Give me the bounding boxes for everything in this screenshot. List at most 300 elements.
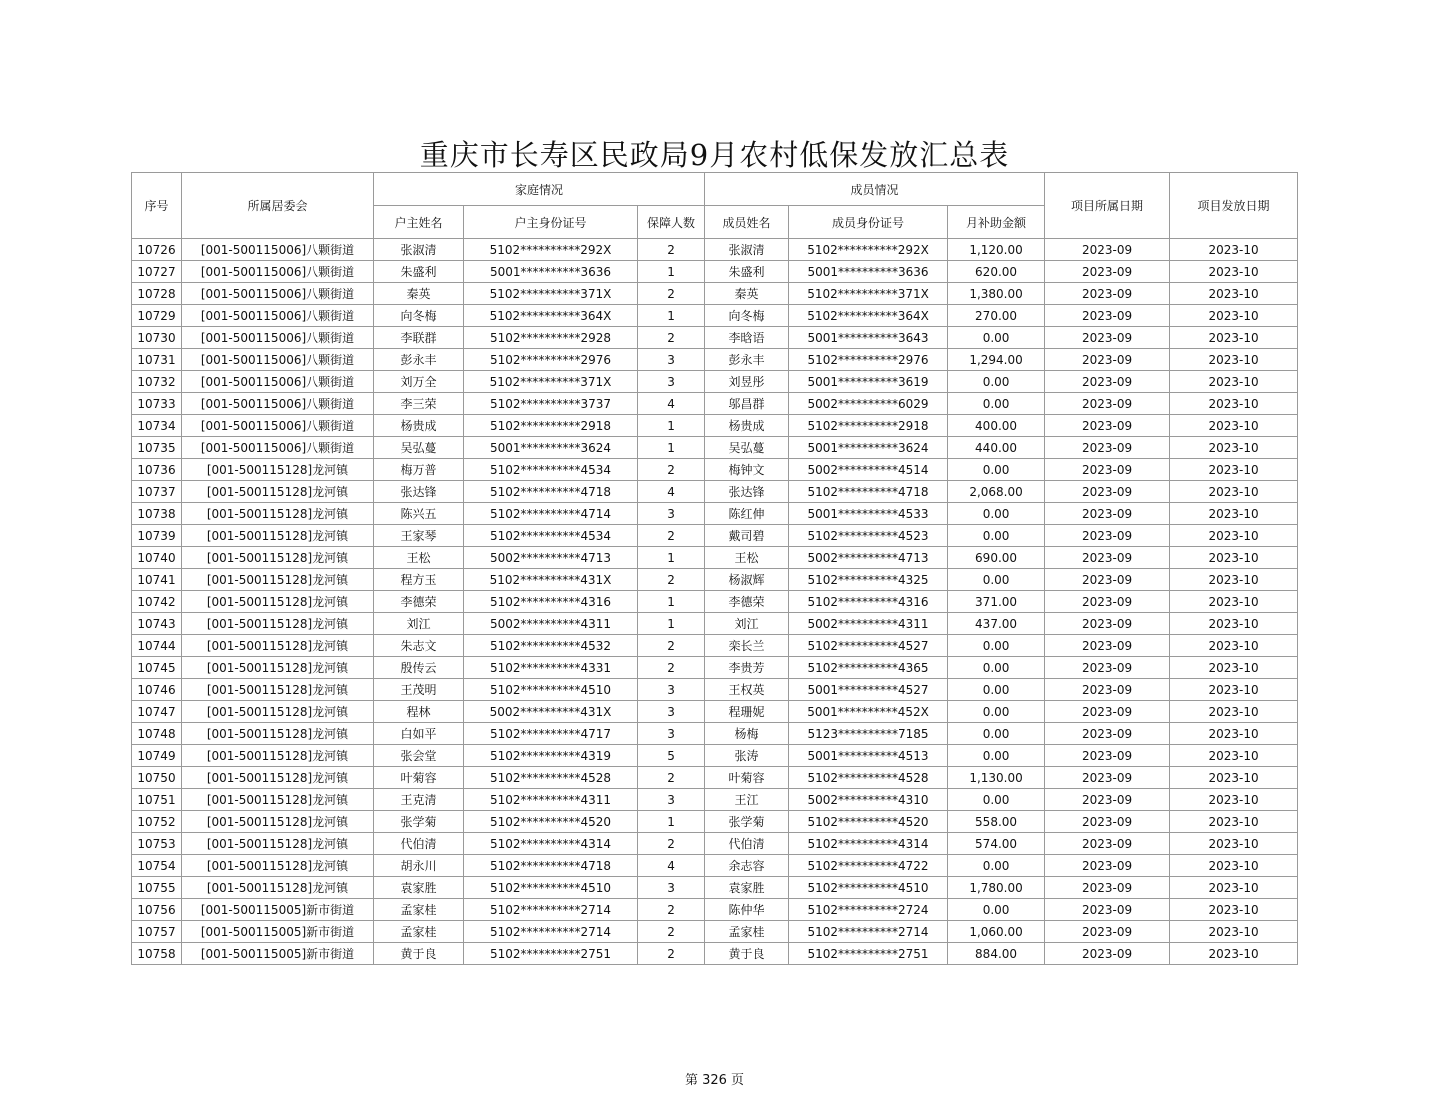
seq-cell: 10730 [132,327,182,349]
table-row [132,767,1298,789]
committee-cell: [001-500115128]龙河镇 [182,723,374,745]
committee-cell: [001-500115006]八颗街道 [182,261,374,283]
project-date-cell: 2023-09 [1045,855,1170,877]
project-date-cell: 2023-09 [1045,393,1170,415]
head-name-cell: 袁家胜 [374,877,464,899]
amount-cell: 558.00 [948,811,1045,833]
head-name-cell: 张学菊 [374,811,464,833]
seq-cell: 10755 [132,877,182,899]
head-name-cell: 王茂明 [374,679,464,701]
head-id-cell: 5102**********4718 [464,855,638,877]
member-id-cell: 5001**********3619 [789,371,948,393]
seq-cell: 10754 [132,855,182,877]
count-cell: 3 [638,679,705,701]
head-name-cell: 吴弘蔓 [374,437,464,459]
committee-cell: [001-500115005]新市街道 [182,943,374,965]
issue-date-cell: 2023-10 [1170,481,1298,503]
member-id-cell: 5102**********4314 [789,833,948,855]
member-name-cell: 李晗语 [705,327,789,349]
head-name-cell: 李联群 [374,327,464,349]
project-date-cell: 2023-09 [1045,657,1170,679]
member-name-cell: 戴司碧 [705,525,789,547]
committee-cell: [001-500115006]八颗街道 [182,239,374,261]
amount-cell: 437.00 [948,613,1045,635]
head-name-cell: 代伯清 [374,833,464,855]
head-id-cell: 5102**********4510 [464,877,638,899]
issue-date-cell: 2023-10 [1170,613,1298,635]
table-row [132,943,1298,965]
project-date-cell: 2023-09 [1045,833,1170,855]
member-name-cell: 杨梅 [705,723,789,745]
table-row [132,855,1298,877]
member-id-cell: 5102**********2918 [789,415,948,437]
member-name-cell: 陈仲华 [705,899,789,921]
project-date-cell: 2023-09 [1045,503,1170,525]
member-id-cell: 5102**********4528 [789,767,948,789]
committee-cell: [001-500115128]龙河镇 [182,855,374,877]
amount-cell: 0.00 [948,393,1045,415]
header-member-name: 成员姓名 [705,206,789,239]
issue-date-cell: 2023-10 [1170,679,1298,701]
issue-date-cell: 2023-10 [1170,349,1298,371]
count-cell: 1 [638,591,705,613]
member-name-cell: 袁家胜 [705,877,789,899]
issue-date-cell: 2023-10 [1170,305,1298,327]
table-row [132,569,1298,591]
committee-cell: [001-500115005]新市街道 [182,899,374,921]
project-date-cell: 2023-09 [1045,877,1170,899]
head-id-cell: 5102**********4319 [464,745,638,767]
header-count: 保障人数 [638,206,705,239]
committee-cell: [001-500115128]龙河镇 [182,833,374,855]
issue-date-cell: 2023-10 [1170,855,1298,877]
member-id-cell: 5102**********2751 [789,943,948,965]
member-id-cell: 5001**********3624 [789,437,948,459]
committee-cell: [001-500115128]龙河镇 [182,789,374,811]
count-cell: 1 [638,811,705,833]
header-family-group: 家庭情况 [374,173,705,206]
member-id-cell: 5001**********3643 [789,327,948,349]
member-name-cell: 王江 [705,789,789,811]
member-name-cell: 张涛 [705,745,789,767]
table-row [132,415,1298,437]
head-id-cell: 5102**********2918 [464,415,638,437]
committee-cell: [001-500115006]八颗街道 [182,371,374,393]
count-cell: 3 [638,723,705,745]
member-id-cell: 5102**********4325 [789,569,948,591]
count-cell: 2 [638,569,705,591]
amount-cell: 574.00 [948,833,1045,855]
count-cell: 3 [638,789,705,811]
committee-cell: [001-500115006]八颗街道 [182,415,374,437]
seq-cell: 10732 [132,371,182,393]
head-id-cell: 5102**********2976 [464,349,638,371]
issue-date-cell: 2023-10 [1170,547,1298,569]
seq-cell: 10746 [132,679,182,701]
project-date-cell: 2023-09 [1045,789,1170,811]
header-amount: 月补助金额 [948,206,1045,239]
amount-cell: 0.00 [948,723,1045,745]
issue-date-cell: 2023-10 [1170,745,1298,767]
table-row [132,745,1298,767]
head-id-cell: 5102**********2751 [464,943,638,965]
seq-cell: 10741 [132,569,182,591]
issue-date-cell: 2023-10 [1170,327,1298,349]
member-id-cell: 5002**********4311 [789,613,948,635]
issue-date-cell: 2023-10 [1170,371,1298,393]
head-name-cell: 程林 [374,701,464,723]
head-name-cell: 王家琴 [374,525,464,547]
committee-cell: [001-500115128]龙河镇 [182,547,374,569]
member-name-cell: 叶菊容 [705,767,789,789]
head-name-cell: 朱盛利 [374,261,464,283]
head-name-cell: 王克清 [374,789,464,811]
header-head-name: 户主姓名 [374,206,464,239]
issue-date-cell: 2023-10 [1170,811,1298,833]
member-id-cell: 5001**********4513 [789,745,948,767]
member-name-cell: 杨贵成 [705,415,789,437]
count-cell: 1 [638,415,705,437]
table-header [132,173,1298,239]
amount-cell: 2,068.00 [948,481,1045,503]
committee-cell: [001-500115005]新市街道 [182,921,374,943]
head-name-cell: 殷传云 [374,657,464,679]
committee-cell: [001-500115128]龙河镇 [182,811,374,833]
count-cell: 5 [638,745,705,767]
table-row [132,613,1298,635]
count-cell: 2 [638,283,705,305]
issue-date-cell: 2023-10 [1170,525,1298,547]
table-row [132,789,1298,811]
project-date-cell: 2023-09 [1045,613,1170,635]
amount-cell: 690.00 [948,547,1045,569]
head-id-cell: 5102**********371X [464,283,638,305]
member-name-cell: 陈红伸 [705,503,789,525]
table-row [132,657,1298,679]
project-date-cell: 2023-09 [1045,371,1170,393]
member-id-cell: 5001**********4533 [789,503,948,525]
head-name-cell: 王松 [374,547,464,569]
member-id-cell: 5001**********4527 [789,679,948,701]
issue-date-cell: 2023-10 [1170,437,1298,459]
member-id-cell: 5102**********4520 [789,811,948,833]
project-date-cell: 2023-09 [1045,525,1170,547]
project-date-cell: 2023-09 [1045,349,1170,371]
seq-cell: 10752 [132,811,182,833]
issue-date-cell: 2023-10 [1170,789,1298,811]
issue-date-cell: 2023-10 [1170,415,1298,437]
project-date-cell: 2023-09 [1045,437,1170,459]
committee-cell: [001-500115128]龙河镇 [182,635,374,657]
seq-cell: 10748 [132,723,182,745]
head-name-cell: 张会堂 [374,745,464,767]
committee-cell: [001-500115128]龙河镇 [182,657,374,679]
project-date-cell: 2023-09 [1045,239,1170,261]
count-cell: 4 [638,855,705,877]
amount-cell: 1,060.00 [948,921,1045,943]
head-id-cell: 5102**********4532 [464,635,638,657]
count-cell: 2 [638,899,705,921]
committee-cell: [001-500115006]八颗街道 [182,327,374,349]
member-name-cell: 王松 [705,547,789,569]
issue-date-cell: 2023-10 [1170,503,1298,525]
issue-date-cell: 2023-10 [1170,393,1298,415]
member-name-cell: 杨淑辉 [705,569,789,591]
amount-cell: 0.00 [948,855,1045,877]
seq-cell: 10731 [132,349,182,371]
seq-cell: 10757 [132,921,182,943]
committee-cell: [001-500115128]龙河镇 [182,569,374,591]
amount-cell: 0.00 [948,657,1045,679]
count-cell: 4 [638,481,705,503]
member-name-cell: 栾长兰 [705,635,789,657]
table-row [132,283,1298,305]
seq-cell: 10735 [132,437,182,459]
member-name-cell: 邬昌群 [705,393,789,415]
amount-cell: 400.00 [948,415,1045,437]
table-row [132,921,1298,943]
table-row [132,635,1298,657]
project-date-cell: 2023-09 [1045,921,1170,943]
issue-date-cell: 2023-10 [1170,943,1298,965]
table-row [132,371,1298,393]
amount-cell: 1,780.00 [948,877,1045,899]
committee-cell: [001-500115128]龙河镇 [182,459,374,481]
head-id-cell: 5102**********4510 [464,679,638,701]
member-name-cell: 李贵芳 [705,657,789,679]
count-cell: 2 [638,525,705,547]
committee-cell: [001-500115128]龙河镇 [182,525,374,547]
head-name-cell: 叶菊容 [374,767,464,789]
seq-cell: 10750 [132,767,182,789]
head-name-cell: 彭永丰 [374,349,464,371]
project-date-cell: 2023-09 [1045,635,1170,657]
table-body [132,239,1298,965]
member-id-cell: 5102**********4510 [789,877,948,899]
committee-cell: [001-500115128]龙河镇 [182,679,374,701]
head-id-cell: 5102**********4316 [464,591,638,613]
head-id-cell: 5102**********3737 [464,393,638,415]
member-id-cell: 5102**********364X [789,305,948,327]
amount-cell: 0.00 [948,569,1045,591]
project-date-cell: 2023-09 [1045,415,1170,437]
seq-cell: 10745 [132,657,182,679]
amount-cell: 0.00 [948,635,1045,657]
project-date-cell: 2023-09 [1045,899,1170,921]
header-head-id: 户主身份证号 [464,206,638,239]
amount-cell: 440.00 [948,437,1045,459]
member-name-cell: 孟家桂 [705,921,789,943]
committee-cell: [001-500115006]八颗街道 [182,305,374,327]
member-id-cell: 5001**********3636 [789,261,948,283]
member-id-cell: 5102**********4527 [789,635,948,657]
head-name-cell: 孟家桂 [374,921,464,943]
head-name-cell: 胡永川 [374,855,464,877]
count-cell: 3 [638,371,705,393]
member-id-cell: 5002**********4514 [789,459,948,481]
header-member-group: 成员情况 [705,173,1045,206]
table-row [132,591,1298,613]
amount-cell: 0.00 [948,789,1045,811]
issue-date-cell: 2023-10 [1170,591,1298,613]
table-row [132,833,1298,855]
count-cell: 2 [638,459,705,481]
member-id-cell: 5102**********2714 [789,921,948,943]
amount-cell: 0.00 [948,899,1045,921]
member-name-cell: 张学菊 [705,811,789,833]
head-id-cell: 5102**********4528 [464,767,638,789]
seq-cell: 10738 [132,503,182,525]
head-id-cell: 5002**********4713 [464,547,638,569]
table-row [132,305,1298,327]
project-date-cell: 2023-09 [1045,569,1170,591]
count-cell: 2 [638,833,705,855]
count-cell: 2 [638,921,705,943]
amount-cell: 1,380.00 [948,283,1045,305]
member-name-cell: 程珊妮 [705,701,789,723]
head-name-cell: 陈兴五 [374,503,464,525]
project-date-cell: 2023-09 [1045,591,1170,613]
header-member-id: 成员身份证号 [789,206,948,239]
table-row [132,437,1298,459]
amount-cell: 0.00 [948,327,1045,349]
member-name-cell: 梅钟文 [705,459,789,481]
table-row [132,503,1298,525]
amount-cell: 270.00 [948,305,1045,327]
amount-cell: 0.00 [948,745,1045,767]
committee-cell: [001-500115128]龙河镇 [182,591,374,613]
member-id-cell: 5102**********4316 [789,591,948,613]
amount-cell: 0.00 [948,371,1045,393]
seq-cell: 10740 [132,547,182,569]
project-date-cell: 2023-09 [1045,283,1170,305]
issue-date-cell: 2023-10 [1170,877,1298,899]
seq-cell: 10744 [132,635,182,657]
head-id-cell: 5102**********2714 [464,921,638,943]
seq-cell: 10734 [132,415,182,437]
member-name-cell: 刘江 [705,613,789,635]
count-cell: 1 [638,613,705,635]
amount-cell: 371.00 [948,591,1045,613]
member-name-cell: 朱盛利 [705,261,789,283]
table-row [132,679,1298,701]
count-cell: 4 [638,393,705,415]
count-cell: 2 [638,239,705,261]
count-cell: 2 [638,943,705,965]
head-id-cell: 5102**********4311 [464,789,638,811]
issue-date-cell: 2023-10 [1170,899,1298,921]
table-row [132,723,1298,745]
issue-date-cell: 2023-10 [1170,723,1298,745]
issue-date-cell: 2023-10 [1170,635,1298,657]
head-id-cell: 5102**********431X [464,569,638,591]
count-cell: 2 [638,327,705,349]
committee-cell: [001-500115128]龙河镇 [182,503,374,525]
seq-cell: 10728 [132,283,182,305]
issue-date-cell: 2023-10 [1170,921,1298,943]
project-date-cell: 2023-09 [1045,701,1170,723]
issue-date-cell: 2023-10 [1170,833,1298,855]
count-cell: 2 [638,635,705,657]
seq-cell: 10753 [132,833,182,855]
member-name-cell: 王权英 [705,679,789,701]
header-committee: 所属居委会 [182,173,374,239]
member-id-cell: 5102**********2724 [789,899,948,921]
member-id-cell: 5002**********4310 [789,789,948,811]
amount-cell: 0.00 [948,679,1045,701]
head-name-cell: 刘万全 [374,371,464,393]
head-id-cell: 5102**********371X [464,371,638,393]
member-id-cell: 5102**********4365 [789,657,948,679]
issue-date-cell: 2023-10 [1170,261,1298,283]
member-id-cell: 5123**********7185 [789,723,948,745]
table-row [132,525,1298,547]
table-row [132,899,1298,921]
issue-date-cell: 2023-10 [1170,459,1298,481]
count-cell: 1 [638,261,705,283]
head-name-cell: 张达锋 [374,481,464,503]
amount-cell: 884.00 [948,943,1045,965]
seq-cell: 10749 [132,745,182,767]
count-cell: 1 [638,547,705,569]
committee-cell: [001-500115006]八颗街道 [182,283,374,305]
head-name-cell: 张淑清 [374,239,464,261]
seq-cell: 10751 [132,789,182,811]
head-name-cell: 黄于良 [374,943,464,965]
amount-cell: 0.00 [948,503,1045,525]
head-id-cell: 5102**********4718 [464,481,638,503]
count-cell: 3 [638,349,705,371]
issue-date-cell: 2023-10 [1170,767,1298,789]
head-id-cell: 5001**********3636 [464,261,638,283]
committee-cell: [001-500115128]龙河镇 [182,767,374,789]
header-issue-date: 项目发放日期 [1170,173,1298,239]
seq-cell: 10733 [132,393,182,415]
count-cell: 1 [638,437,705,459]
member-name-cell: 刘昱彤 [705,371,789,393]
committee-cell: [001-500115006]八颗街道 [182,393,374,415]
head-name-cell: 杨贵成 [374,415,464,437]
amount-cell: 1,120.00 [948,239,1045,261]
member-name-cell: 秦英 [705,283,789,305]
member-name-cell: 吴弘蔓 [705,437,789,459]
project-date-cell: 2023-09 [1045,767,1170,789]
header-seq: 序号 [132,173,182,239]
committee-cell: [001-500115006]八颗街道 [182,349,374,371]
table-row [132,261,1298,283]
header-project-date: 项目所属日期 [1045,173,1170,239]
amount-cell: 0.00 [948,525,1045,547]
member-id-cell: 5102**********2976 [789,349,948,371]
count-cell: 1 [638,305,705,327]
seq-cell: 10737 [132,481,182,503]
amount-cell: 0.00 [948,459,1045,481]
member-name-cell: 向冬梅 [705,305,789,327]
member-id-cell: 5002**********6029 [789,393,948,415]
amount-cell: 1,294.00 [948,349,1045,371]
member-id-cell: 5102**********292X [789,239,948,261]
project-date-cell: 2023-09 [1045,305,1170,327]
count-cell: 3 [638,503,705,525]
committee-cell: [001-500115128]龙河镇 [182,481,374,503]
member-name-cell: 张淑清 [705,239,789,261]
issue-date-cell: 2023-10 [1170,657,1298,679]
project-date-cell: 2023-09 [1045,459,1170,481]
member-id-cell: 5001**********452X [789,701,948,723]
member-id-cell: 5002**********4713 [789,547,948,569]
head-id-cell: 5102**********4314 [464,833,638,855]
head-id-cell: 5001**********3624 [464,437,638,459]
